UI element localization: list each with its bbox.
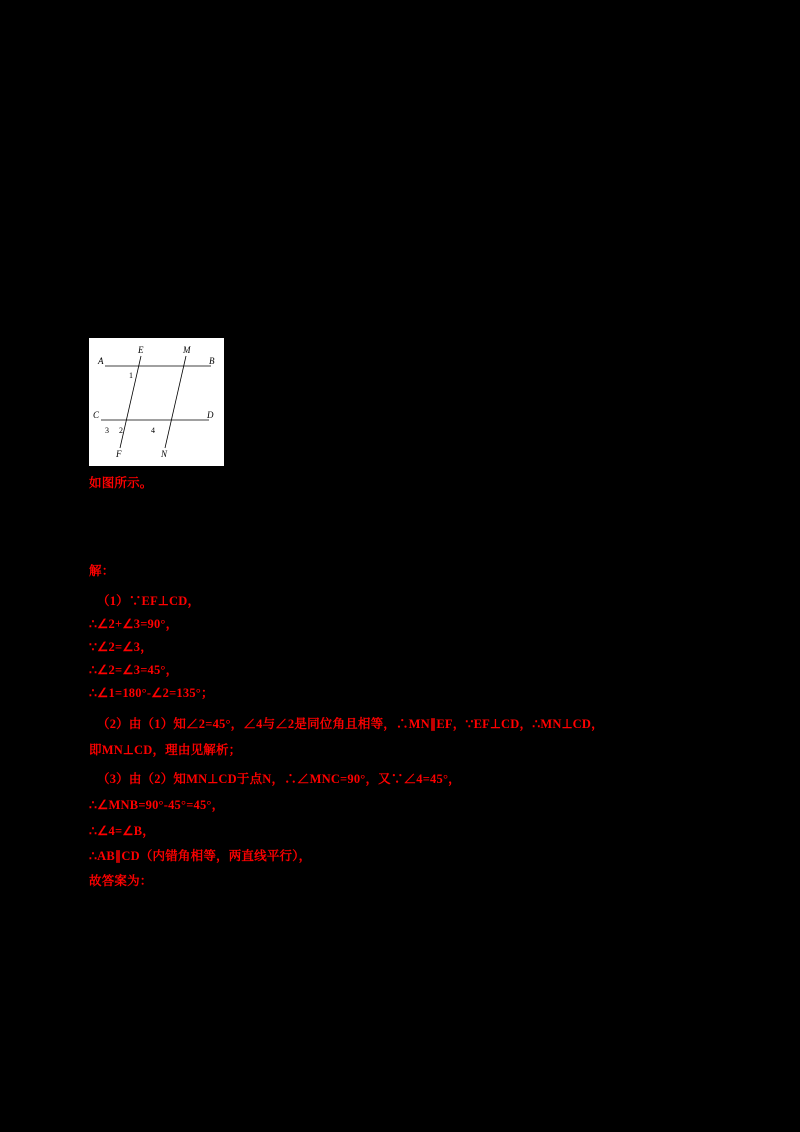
label-c: C	[93, 410, 100, 420]
solution-part3-line1: （3）由（2）知MN⊥CD于点N，∴∠MNC=90°，又∵∠4=45°，	[97, 772, 461, 786]
label-e: E	[138, 345, 144, 355]
geometry-figure	[89, 338, 224, 466]
label-b: B	[209, 356, 215, 366]
line-ef	[120, 356, 141, 448]
solution-part3-line4: ∴AB∥CD（内错角相等，两直线平行），	[89, 849, 312, 863]
solution-part2-line1: （2）由（1）知∠2=45°，∠4与∠2是同位角且相等，∴MN∥EF，∵EF⊥CD，∴MN⊥CD，	[97, 717, 604, 731]
solution-part3-line3: ∴∠4=∠B，	[89, 824, 155, 838]
solution-part1-line2: ∴∠2+∠3=90°，	[89, 617, 179, 631]
solution-part1-line3: ∵∠2=∠3，	[89, 640, 153, 654]
answer-line: 故答案为：	[89, 874, 153, 888]
line-mn	[165, 356, 186, 448]
label-a: A	[98, 356, 104, 366]
solution-part3-line2: ∴∠MNB=90°-45°=45°，	[89, 798, 225, 812]
angle-4: 4	[151, 426, 155, 435]
label-m: M	[183, 345, 191, 355]
solution-part1-line1: （1）∵EF⊥CD，	[97, 594, 201, 608]
solution-part1-line4: ∴∠2=∠3=45°，	[89, 663, 179, 677]
caption-line: 如图所示。	[89, 476, 153, 490]
label-n: N	[161, 449, 168, 459]
solution-heading: 解：	[89, 564, 115, 578]
solution-part1-line5: ∴∠1=180°-∠2=135°；	[89, 686, 214, 700]
geometry-figure-svg	[89, 338, 224, 466]
angle-2: 2	[119, 426, 123, 435]
label-d: D	[207, 410, 214, 420]
angle-3: 3	[105, 426, 109, 435]
label-f: F	[116, 449, 122, 459]
solution-part2-line2: 即MN⊥CD，理由见解析；	[89, 743, 242, 757]
angle-1: 1	[129, 371, 133, 380]
